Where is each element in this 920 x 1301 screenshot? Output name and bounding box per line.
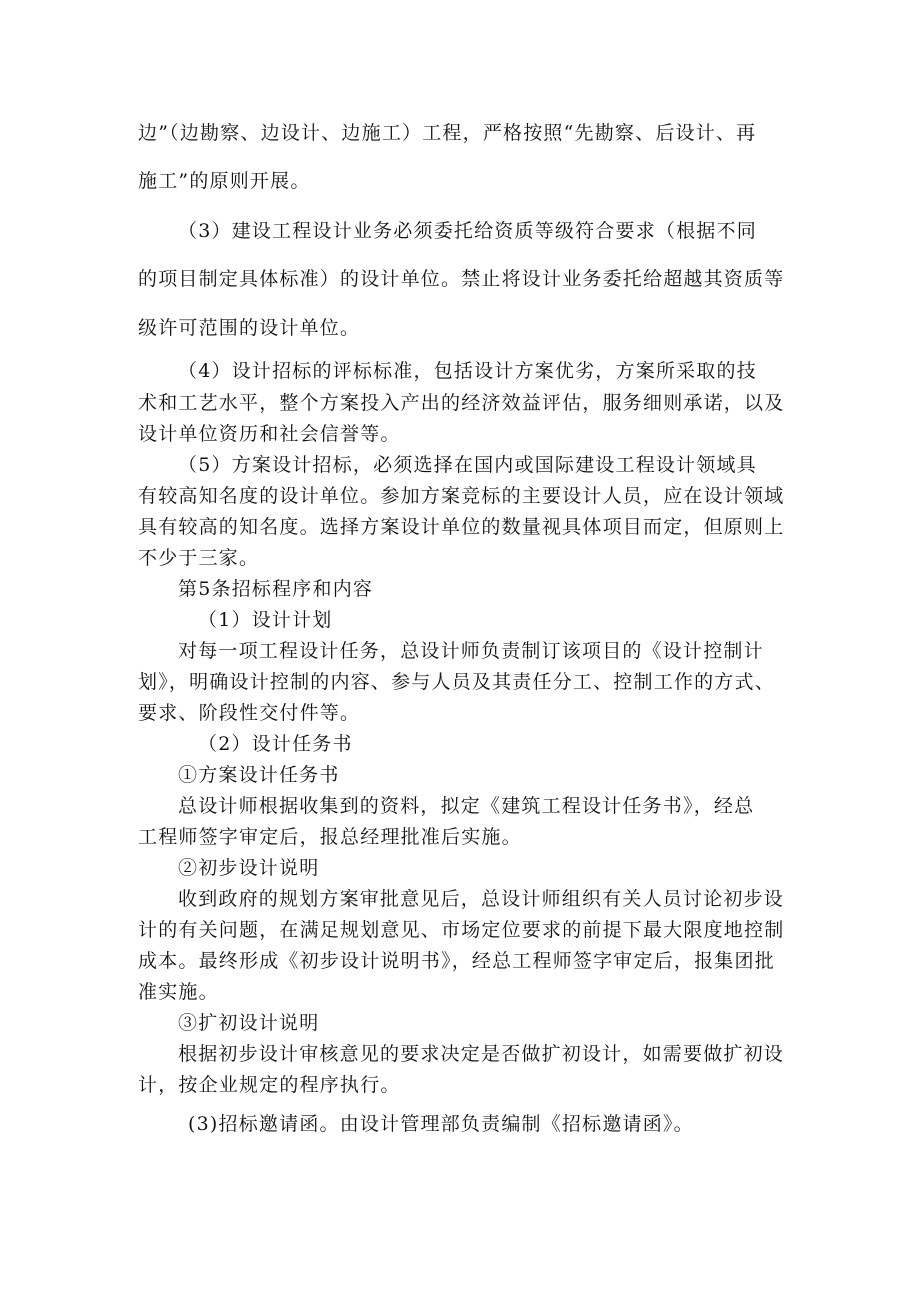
paragraph-line: 不少于三家。 bbox=[138, 547, 260, 569]
paragraph-line: （4）设计招标的评标标准，包括设计方案优劣，方案所采取的技 bbox=[178, 360, 757, 382]
item-heading: ①方案设计任务书 bbox=[178, 764, 340, 786]
paragraph-line: 计，按企业规定的程序执行。 bbox=[138, 1074, 401, 1096]
paragraph-line: （5）方案设计招标，必须选择在国内或国际建设工程设计领域具 bbox=[178, 454, 757, 476]
paragraph-line: 设计单位资历和社会信誉等。 bbox=[138, 423, 401, 445]
paragraph-line: 术和工艺水平，整个方案投入产出的经济效益评估，服务细则承诺，以及 bbox=[138, 392, 785, 414]
paragraph-line: 准实施。 bbox=[138, 981, 219, 1003]
section-heading: 第5条招标程序和内容 bbox=[178, 578, 374, 600]
paragraph-line: 对每一项工程设计任务，总设计师负责制订该项目的《设计控制计 bbox=[178, 640, 764, 662]
paragraph-line: 具有较高的知名度。选择方案设计单位的数量视具体项目而定，但原则上 bbox=[138, 516, 785, 538]
item-heading: ③扩初设计说明 bbox=[178, 1012, 320, 1034]
paragraph-line: （3）建设工程设计业务必须委托给资质等级符合要求（根据不同 bbox=[178, 220, 757, 242]
paragraph-line: 根据初步设计审核意见的要求决定是否做扩初设计，如需要做扩初设 bbox=[178, 1043, 785, 1065]
paragraph-line: 要求、阶段性交付件等。 bbox=[138, 702, 361, 724]
subsection-heading: （1）设计计划 bbox=[198, 609, 333, 631]
paragraph-line: 计的有关问题，在满足规划意见、市场定位要求的前提下最大限度地控制 bbox=[138, 919, 785, 941]
paragraph-line: 有较高知名度的设计单位。参加方案竞标的主要设计人员，应在设计领域 bbox=[138, 485, 785, 507]
paragraph-line: 成本。最终形成《初步设计说明书》，经总工程师签字审定后，报集团批 bbox=[138, 950, 775, 972]
item-heading: ②初步设计说明 bbox=[178, 857, 320, 879]
paragraph-line: 总设计师根据收集到的资料，拟定《建筑工程设计任务书》，经总 bbox=[178, 795, 755, 817]
paragraph-line: 的项目制定具体标准）的设计单位。禁止将设计业务委托给超越其资质等 bbox=[138, 268, 785, 290]
paragraph-line: 划》，明确设计控制的内容、参与人员及其责任分工、控制工作的方式、 bbox=[138, 671, 775, 693]
paragraph-line: 收到政府的规划方案审批意见后，总设计师组织有关人员讨论初步设 bbox=[178, 888, 785, 910]
paragraph-line: 施工”的原则开展。 bbox=[138, 170, 311, 192]
subsection-heading: （2）设计任务书 bbox=[198, 733, 353, 755]
paragraph-line: 工程师签字审定后，报总经理批准后实施。 bbox=[138, 826, 522, 848]
paragraph-line: 边”（边勘察、边设计、边施工）工程，严格按照“先勘察、后设计、再 bbox=[138, 122, 757, 144]
paragraph-line: 级许可范围的设计单位。 bbox=[138, 317, 361, 339]
paragraph-line: (3)招标邀请函。由设计管理部负责编制《招标邀请函》。 bbox=[188, 1113, 694, 1135]
